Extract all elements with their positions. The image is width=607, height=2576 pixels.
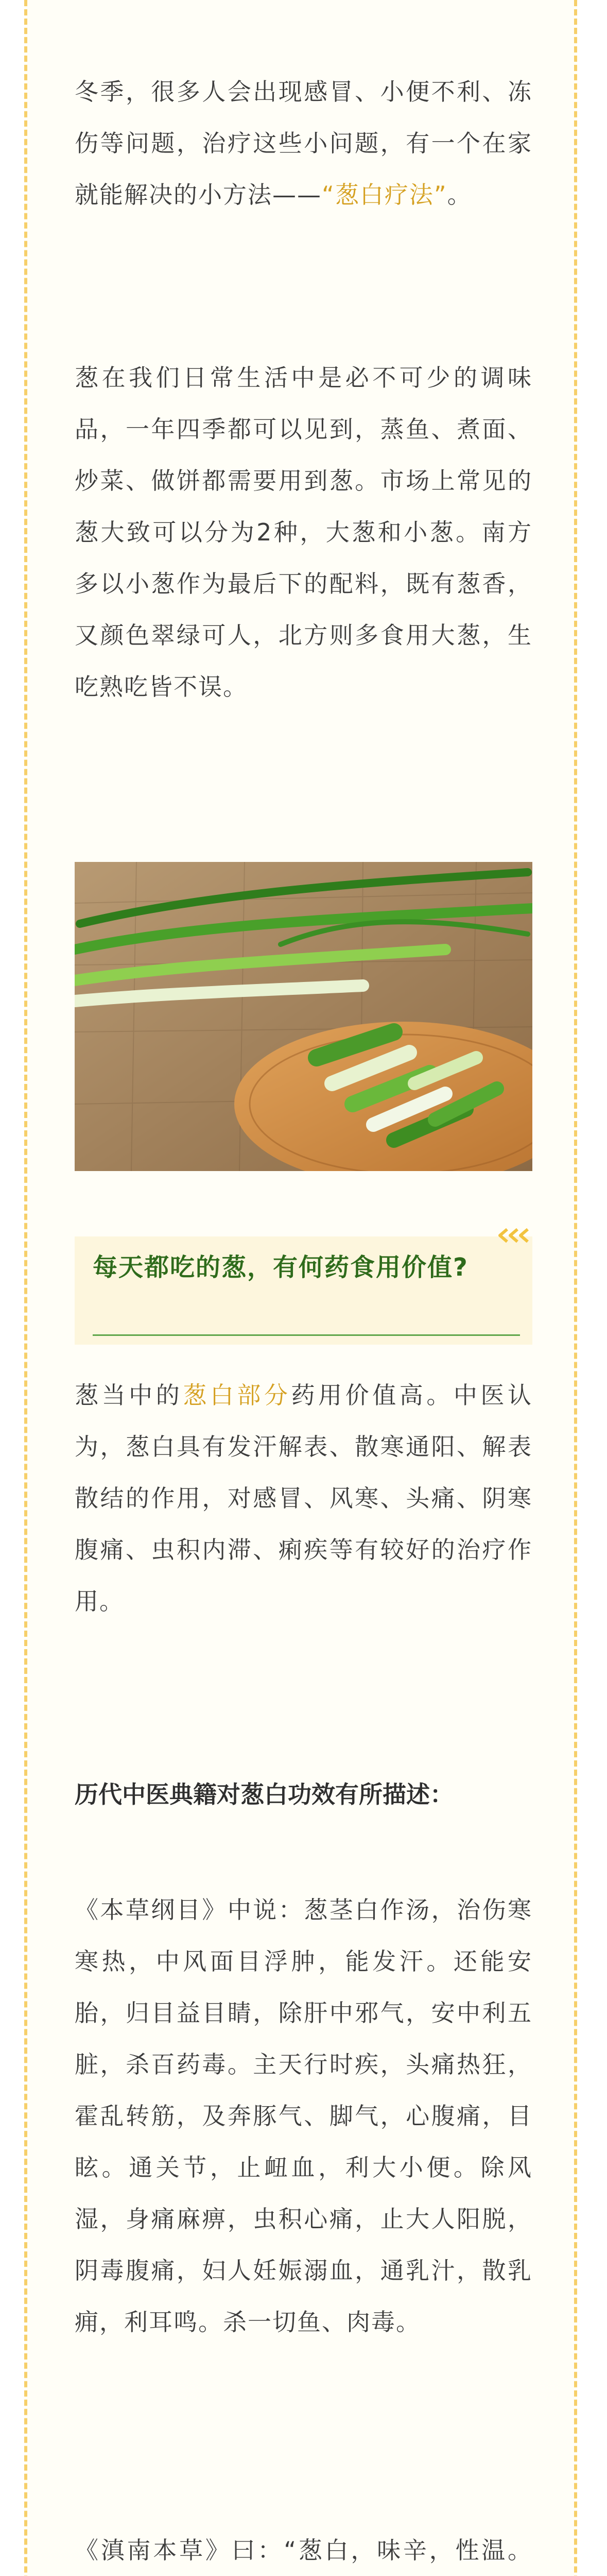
medicinal-text-end: 药用价值高。中医认为，葱白具有发汗解表、散寒通阳、解表散结的作用，对感冒、风寒、头痛、阴寒腹痛、虫积内滞、痢疾等有较好的治疗作用。 — [75, 1381, 532, 1615]
chevron-decoration-icon — [496, 1225, 537, 1246]
medicinal-block — [75, 1369, 532, 1627]
section-heading-box — [75, 1236, 532, 1345]
scallion-paragraph: 葱在我们日常生活中是必不可少的调味品，一年四季都可以见到，蒸鱼、煮面、炒菜、做饼都需要用到葱。市场上常见的葱大致可以分为2种，大葱和小葱。南方多以小葱作为最后下的配料，既有葱香，又颜色翠绿可人，北方则多食用大葱，生吃熟吃皆不误。 — [75, 364, 532, 701]
intro-highlight: “葱白疗法” — [322, 181, 447, 209]
diannan-block — [75, 2524, 532, 2576]
intro-block — [75, 66, 532, 221]
scallion-board-photo — [75, 862, 532, 1171]
intro-text: 冬季，很多人会出现感冒、小便不利、冻伤等问题，治疗这些小问题，有一个在家就能解决的小方法—— — [75, 78, 532, 209]
medicinal-text: 葱当中的 — [75, 1381, 183, 1409]
scallion-block — [75, 352, 532, 713]
scallion-board-illustration — [75, 862, 532, 1171]
medicinal-highlight: 葱白部分 — [183, 1381, 291, 1409]
classics-heading: 历代中医典籍对葱白功效有所描述： — [75, 1781, 454, 1808]
section-heading: 每天都吃的葱，有何药食用价值? — [93, 1253, 469, 1282]
classics-heading-block — [75, 1769, 532, 1820]
intro-paragraph — [75, 66, 532, 221]
heading-underline — [93, 1334, 520, 1336]
diannan-quote: 《滇南本草》曰：“葱白，味辛，性温。 — [75, 2536, 532, 2564]
medicinal-paragraph — [75, 1369, 532, 1627]
bencao-block — [75, 1884, 532, 2348]
intro-text-end: 。 — [447, 181, 472, 209]
bencao-quote: 《本草纲目》中说：葱茎白作汤，治伤寒寒热，中风面目浮肿，能发汗。还能安胎，归目益目睛，除肝中邪气，安中利五脏，杀百药毒。主天行时疾，头痛热狂，霍乱转筋，及奔豚气、脚气，心腹痛，目眩。通关节，止衄血，利大小便。除风湿，身痛麻痹，虫积心痛，止大人阳脱，阴毒腹痛，妇人妊娠溺血，通乳汁，散乳痈，利耳鸣。杀一切鱼、肉毒。 — [75, 1896, 532, 2336]
